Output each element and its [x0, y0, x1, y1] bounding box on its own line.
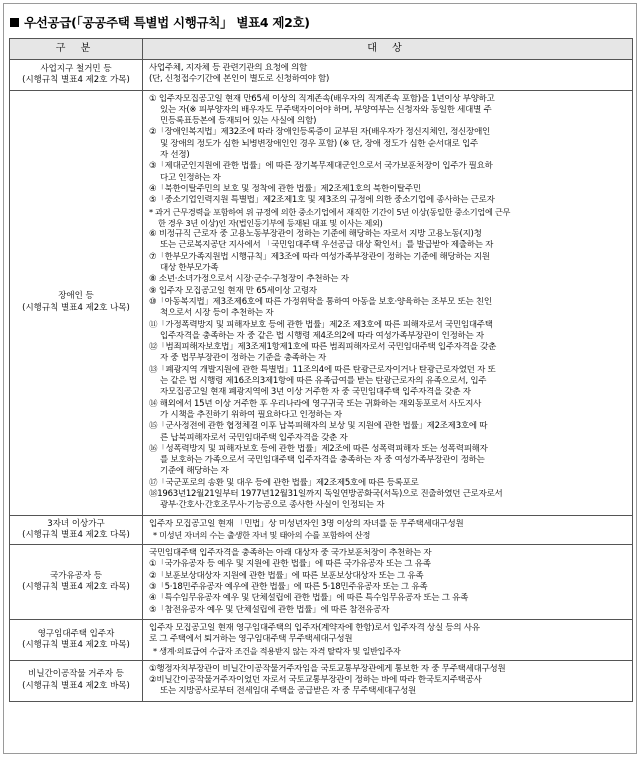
content-line: 입주자격을 충족하는 자 중 같은 법 시행령 제4조의2에 따라 여성가족부장관이 인정하는 자 — [160, 330, 484, 341]
content-line: 광부·간호사·간호조무사·기능공으로 종사한 사실이 인정되는 자 — [160, 500, 385, 511]
footnote-line: * 생계·의료급여 수급자 조건을 적용받지 않는 자격 탈락자 및 일반입주자 — [153, 645, 401, 656]
footnote-line: * 미성년 자녀의 수는 출생한 자녀 및 태아의 수를 포함하여 산정 — [153, 529, 371, 540]
content-line: 민등록표등본에 등재되어 있는 사실에 의함) — [160, 116, 317, 127]
content-line: ① 입주자모집공고일 현재 만65세 이상의 직계존속(배우자의 직계존속 포함)을 1년이상 부양하고 — [149, 93, 495, 104]
list-item — [149, 229, 628, 252]
content-line: ④「북한이탈주민의 보호 및 정착에 관한 법률」제2조제1호의 북한이탈주민 — [149, 183, 421, 194]
category-name: 국가유공자 등 — [50, 570, 102, 581]
list-item — [149, 320, 628, 343]
content-line: 사업주체, 지자체 등 관련기관의 요청에 의함 — [149, 63, 308, 73]
content-line: 국민임대주택 입주자격을 충족하는 아래 대상자 중 국가보훈처장이 추천하는 자 — [149, 548, 432, 559]
list-item — [149, 274, 628, 285]
table-row — [10, 90, 633, 515]
category-reference: (시행규칙 별표4 제2호 마목) — [22, 639, 130, 650]
content-line: ⑮「군사정전에 관한 협정체결 이후 납북피해자의 보상 및 지원에 관한 법률」제2조제3호에 따 — [149, 421, 488, 432]
content-line: 로 그 주택에서 퇴거하는 영구임대주택 무주택세대구성원 — [149, 634, 353, 645]
footnote — [149, 207, 628, 230]
table-row — [10, 515, 633, 545]
content-line: 를 보호하는 가족으로서 국민임대주택 입주자격을 충족하는 자 중 여성가족부장관이 정하는 — [160, 455, 485, 466]
content-line: ④「특수임무유공자 예우 및 단체설립에 관한 법률」에 따른 특수임무유공자 또는 그 유족 — [149, 593, 469, 604]
content-line: 는 같은 법 시행령 제16조의3제1항에 따른 유족급여를 받는 탄광근로자의 유족으로서, 입주 — [160, 376, 487, 387]
content-line: ⑰「국군포로의 송환 및 대우 등에 관한 법률」제2조제5호에 따른 등록포로 — [149, 477, 419, 488]
list-item — [149, 342, 628, 365]
target-cell — [143, 515, 633, 545]
content-line: ⑥ 비정규직 근로자 중 고용노동부장관이 정하는 기준에 해당하는 자로서 지방 고용노동(지)청 — [149, 229, 482, 240]
target-cell — [143, 619, 633, 660]
list-item — [149, 94, 628, 128]
category-name: 3자녀 이상가구 — [47, 518, 105, 529]
list-item — [149, 421, 628, 444]
content-line: ③「제대군인지원에 관한 법률」에 따른 장기복무제대군인으로서 국가보훈처장이 입주가 필요하 — [149, 161, 493, 172]
category-name: 사업지구 철거민 등 — [40, 63, 112, 74]
category-name: 영구임대주택 입주자 — [37, 628, 115, 639]
category-name: 비닐간이공작물 거주자 등 — [28, 669, 124, 680]
square-bullet-icon — [10, 18, 19, 27]
content-line: (단, 신청접수기간에 본인이 별도로 신청하여야 함) — [149, 74, 330, 85]
list-item — [149, 184, 628, 195]
section-title-text: 우선공급(「공공주택 특별법 시행규칙」 별표4 제2호) — [24, 15, 310, 30]
target-cell — [143, 60, 633, 91]
target-cell — [143, 660, 633, 701]
list-item — [149, 489, 628, 512]
content-line: ⑯「성폭력방지 및 피해자보호 등에 관한 법률」제2조에 따른 성폭력피해자 또는 성폭력피해자 — [149, 443, 488, 454]
category-reference: (시행규칙 별표4 제2호 나목) — [22, 302, 130, 313]
category-cell — [10, 515, 143, 545]
content-line: ⑤「중소기업인력지원 특별법」제2조제1호 및 제3조의 규정에 의한 중소기업에 종사하는 근로자 — [149, 195, 495, 206]
content-line: ①행정자치부장관이 비닐간이공작물거주자임을 국토교통부장관에게 통보한 자 중 무주택세대구성원 — [149, 663, 506, 674]
content-line: 및 장애의 정도가 심한 뇌병변장애인인 경우 포함) (※ 단, 장애 정도가 심한 순서대로 입주 — [160, 138, 479, 149]
content-line: 있는 자(※ 피부양자의 배우자도 무주택자이어야 하며, 부양여부는 신청자와 동일한 세대별 주 — [160, 104, 492, 115]
footnote-line: 한 경우 3년 이상)인 자(법인등기부에 등재된 대표 및 이사는 제외) — [158, 217, 383, 228]
content-line: 기준에 해당하는 자 — [160, 466, 229, 477]
category-cell — [10, 90, 143, 515]
category-reference: (시행규칙 별표4 제2호 다목) — [22, 529, 130, 540]
content-line: ⑪「가정폭력방지 및 피해자보호 등에 관한 법률」제2조 제3호에 따른 피해자로서 국민임대주택 — [149, 319, 493, 330]
content-line: 자모집공고일 현재 폐광지역에 3년 이상 거주한 자 중 국민임대주택 입주자격을 갖춘 자 — [160, 387, 471, 398]
list-item — [149, 365, 628, 399]
target-cell — [143, 545, 633, 620]
content-line: ⑦「한부모가족지원법 시행규칙」제3조에 따라 여성가족부장관이 정하는 기준에 해당하는 지원 — [149, 251, 490, 262]
section-title — [10, 13, 310, 31]
footnote-line: * 과거 근무경력을 포함하여 위 규정에 의한 중소기업에서 재직한 기간이 5년 이상(동일한 중소기업에 근무 — [149, 206, 511, 217]
content-line: ⑨ 입주자 모집공고일 현재 만 65세이상 고령자 — [149, 285, 317, 296]
category-reference: (시행규칙 별표4 제2호 라목) — [22, 582, 130, 593]
content-line: 입주자 모집공고일 현재 「민법」상 미성년자인 3명 이상의 자녀를 둔 무주택세대구성원 — [149, 518, 464, 529]
list-item — [149, 478, 628, 489]
list-item — [149, 161, 628, 184]
list-item — [149, 297, 628, 320]
content-line: 입주자 모집공고일 현재 영구임대주택의 입주자(계약자에 한함)로서 입주자격 상실 등의 사유 — [149, 622, 480, 633]
category-reference: (시행규칙 별표4 제2호 바목) — [22, 680, 130, 691]
content-line: ⑫「범죄피해자보호법」제3조제1항제1호에 따른 범죄피해자로서 국민임대주택 입주자격을 갖춘 — [149, 342, 497, 353]
category-cell — [10, 60, 143, 91]
content-line: ②「보훈보상대상자 지원에 관한 법률」에 따른 보훈보상대상자 또는 그 유족 — [149, 570, 424, 581]
category-cell — [10, 660, 143, 701]
content-line: ⑭ 해외에서 15년 이상 거주한 후 우리나라에 영구귀국 또는 귀화하는 재외동포로서 사도지사 — [149, 398, 482, 409]
content-line: 자 선정) — [160, 150, 190, 161]
content-line: ③「5·18민주유공자 예우에 관한 법률」에 따른 5·18민주유공자 또는 그 유족 — [149, 582, 428, 593]
content-line: 또는 근로복지공단 지사에서 「국민임대주택 우선공급 대상 확인서」를 발급받아 제출하는 자 — [160, 240, 494, 251]
table-row — [10, 545, 633, 620]
content-line: ②비닐간이공작물거주자이었던 자로서 국토교통부장관이 정하는 바에 따라 한국토지주택공사 — [149, 675, 482, 686]
category-cell — [10, 545, 143, 620]
content-line: ②「장애인복지법」제32조에 따라 장애인등록증이 교부된 자(배우자가 정신지체인, 정신장애인 — [149, 127, 491, 138]
header-target: 대 상 — [143, 39, 633, 60]
content-line: 자 중 법무부장관이 정하는 기준을 충족하는 자 — [160, 353, 326, 364]
target-cell — [143, 90, 633, 515]
content-line: 른 납북피해자로서 국민임대주택 입주자격을 갖춘 자 — [160, 432, 348, 443]
list-item — [149, 444, 628, 478]
category-name: 장애인 등 — [58, 291, 94, 302]
content-line: 다고 인정하는 자 — [160, 172, 221, 183]
content-line: ⑧ 소년·소녀가정으로서 시장·군수·구청장이 추천하는 자 — [149, 274, 349, 285]
category-reference: (시행규칙 별표4 제2호 가목) — [22, 74, 130, 85]
header-category: 구 분 — [10, 39, 143, 60]
table-row — [10, 660, 633, 701]
content-line: ⑬「폐광지역 개발지원에 관한 특별법」11조의4에 따른 탄광근로자이거나 탄광근로자였던 자 또 — [149, 364, 496, 375]
category-cell — [10, 619, 143, 660]
list-item — [149, 286, 628, 297]
content-line: ⑱1963년12월21일부터 1977년12월31일까지 독일연방공화국(서독)으로 진출하였던 근로자로서 — [149, 488, 503, 499]
content-line: ⑤「참전유공자 예우 및 단체설립에 관한 법률」에 따른 참전유공자 — [149, 604, 390, 615]
content-line: ⑩「아동복지법」제3조제6호에 따른 가정위탁을 통하여 아동을 보호·양육하는 조부모 또는 친인 — [149, 296, 492, 307]
content-line: ①「국가유공자 등 예우 및 지원에 관한 법률」에 따른 국가유공자 또는 그 유족 — [149, 559, 431, 570]
table-row — [10, 60, 633, 91]
table-header-row — [10, 39, 633, 60]
content-line: 대상 한부모가족 — [160, 263, 219, 274]
list-item — [149, 399, 628, 422]
list-item — [149, 252, 628, 275]
content-line: 또는 지방공사로부터 전세임대 주택을 공급받은 자 중 무주택세대구성원 — [160, 686, 416, 697]
table-row — [10, 619, 633, 660]
content-line: 가 시책을 추진하기 위하여 필요하다고 인정하는 자 — [160, 409, 342, 420]
priority-supply-table — [9, 38, 633, 702]
list-item — [149, 127, 628, 161]
content-line: 척으로서 시장 등이 추천하는 자 — [160, 308, 274, 319]
list-item — [149, 195, 628, 206]
